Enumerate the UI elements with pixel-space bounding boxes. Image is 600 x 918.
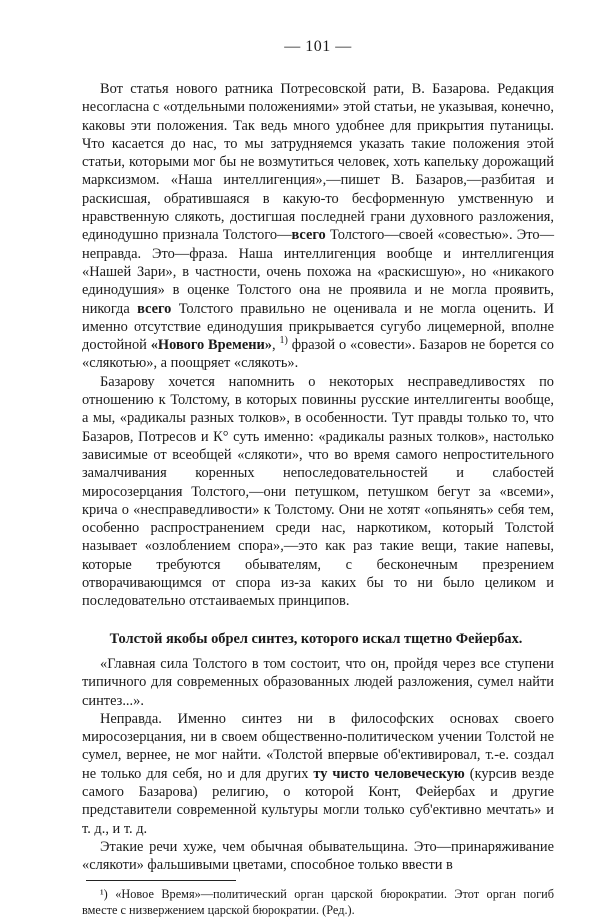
paragraph-philistinism: Этакие речи хуже, чем обычная обывательщина. Это—принаряживание «слякоти» фальшивыми цветами, способное только ввести в (82, 838, 554, 874)
text-run: Вот статья нового ратника Потресовской рати, В. Базарова. Редакция несогласна с «отдельными положениями» этой статьи, не указывая, конечно, каковы эти положения. Так ведь много удобнее для прикрытия путаницы. Что касается до нас, то мы затрудняемся указать такие положения этой статьи, которыми мог бы не возмутиться человек, хоть капельку дорожащий марксизмом. «Наша интеллигенция»,—пишет В. Базаров,—разбитая и раскисшая, обратившаяся в какую-то бесформенную умственную и нравственную слякоть, достигшая последней грани духовного разложения, единодушно признала Толстого— (82, 81, 554, 244)
emphasis-novoe-vremya: «Нового Времени» (150, 337, 272, 354)
paragraph-bazarov-article (82, 80, 554, 373)
paragraph-not-true (82, 710, 554, 838)
footnote-divider (86, 880, 236, 881)
text-run: , (272, 337, 280, 354)
text-run: Толстого правильно не оценивала и не могла оценить. И именно отсутствие единодушия прикрывается сугубо лицемерной, вполне достойной (82, 300, 554, 354)
section-heading: Толстой якобы обрел синтез, которого искал тщетно Фейербах. (109, 630, 523, 647)
paragraph-quote-synthesis: «Главная сила Толстого в том состоит, что он, пройдя через все ступени типичного для современных образованных людей разложения, сумел найти синтез...». (82, 655, 554, 709)
footnote: ¹) «Новое Время»—политический орган царской бюрократии. Этот орган погиб вместе с низвержением царской бюрократии. (Ред.). (82, 887, 554, 917)
page-number: — 101 — (284, 38, 352, 55)
text-run: фразой о «совести». Базаров не борется со «слякотью», а поощряет «слякоть». (82, 337, 554, 372)
emphasis-vsego: всего (137, 300, 172, 317)
footnote-marker: 1) (279, 335, 288, 347)
paragraph-injustices: Базарову хочется напомнить о некоторых несправедливостях по отношению к Толстому, в которых повинны русские интеллигенты вообще, а мы, «радикалы разных толков», в особенности. Тут правды только то, что Базаров, Потресов и К° суть именно: «радикалы разных толков», настолько зависимые от всеобщей «слякоти», что во время самого непростительного замалчивания коренных непоследовательностей и слабостей миросозерцания Толстого,—они петушком, петушком бегут за «всеми», крича о «несправедливости» к Толстому. Они не хотят «опьянять» себя тем, особенно распространением среди нас, наркотиком, который Толстой называет «озлоблением спора»,—это как раз такие вещи, такие напевы, которые требуются обывателям, с бесконечным презрением отворачивающимся от спора из-за каких бы то ни было целиком и последовательно отстаиваемых принципов. (82, 373, 554, 610)
emphasis-vsego: всего (291, 227, 326, 244)
text-run: Толстого—своей «совестью». Это—неправда. Это—фраза. Наша интеллигенция вообще и интеллигенция «Нашей Зари», в частности, очень похожа на «раскисшую», но «никакого единодушия» в оценке Толстого она не проявила и не могла проявить, никогда (82, 227, 554, 317)
emphasis-human-religion: ту чисто человеческую (313, 765, 465, 782)
text-run: Неправда. Именно синтез ни в философских основах своего миросозерцания, ни в своем общественно-политическом учении Толстой не сумел, вернее, не мог найти. «Толстой впервые об'ективировал, т.-е. создал не только для себя, но и для других (82, 710, 554, 782)
text-run: (курсив везде самого Базарова) религию, о которой Конт, Фейербах и другие представители современной культуры могли только суб'ективно мечтать» и т. д., и т. д. (82, 765, 554, 837)
